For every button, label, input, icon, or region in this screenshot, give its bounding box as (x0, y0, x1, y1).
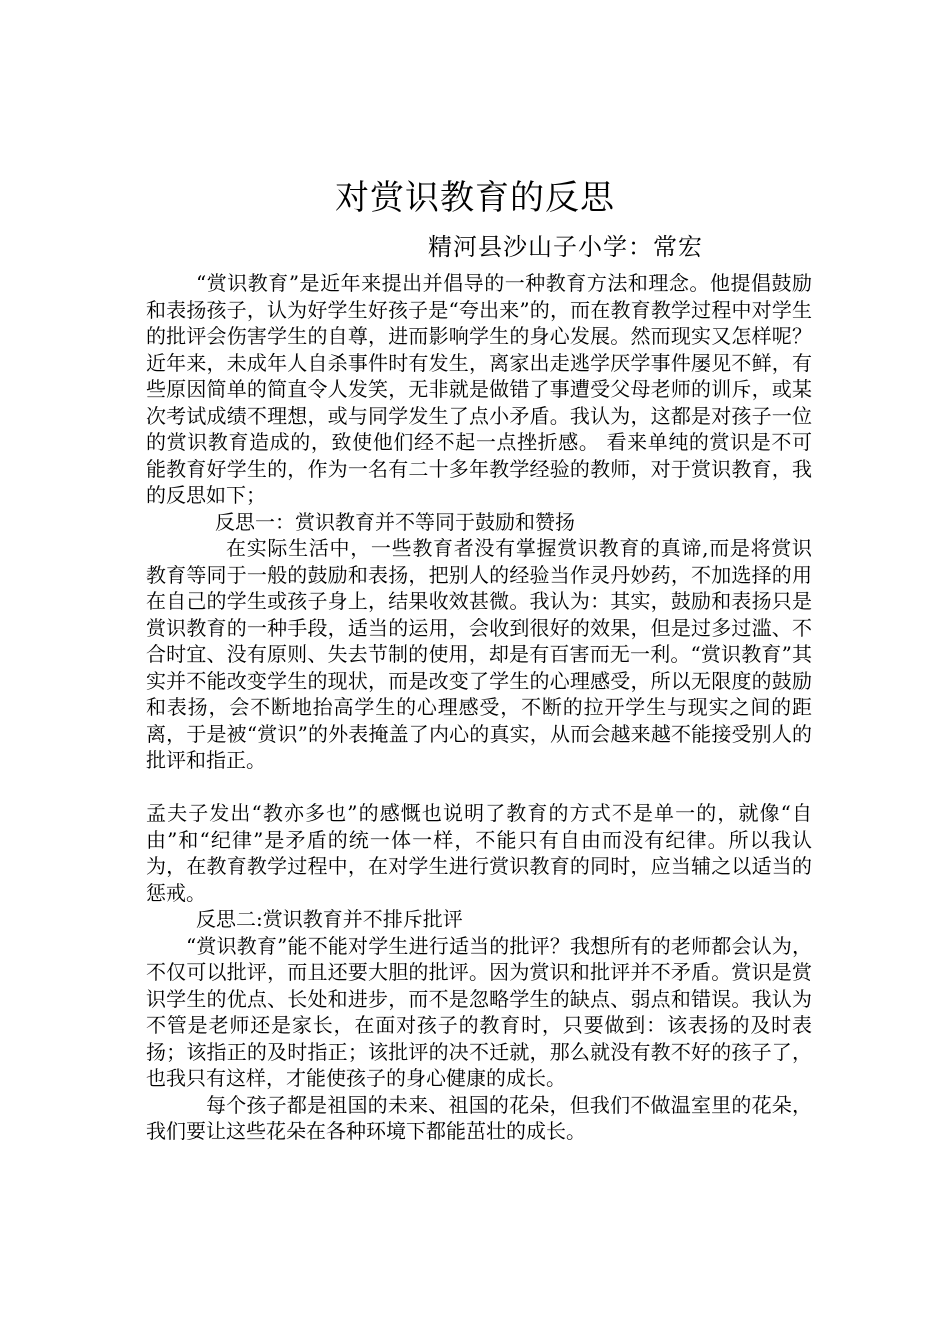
blank-line (146, 774, 812, 801)
paragraph-intro: “赏识教育”是近年来提出并倡导的一种教育方法和理念。他提倡鼓励和表扬孩子，认为好学生好孩子是“夸出来”的，而在教育教学过程中对学生的批评会伤害学生的自尊，进而影响学生的身心发展。然而现实又怎样呢？近年来，未成年人自杀事件时有发生，离家出走逃学厌学事件屡见不鲜，有些原因简单的简直令人发笑，无非就是做错了事遭受父母老师的训斥，或某次考试成绩不理想，或与同学发生了点小矛盾。我认为，这都是对孩子一位的赏识教育造成的，致使他们经不起一点挫折感。 看来单纯的赏识是不可能教育好学生的，作为一名有二十多年教学经验的教师，对于赏识教育，我的反思如下； (146, 271, 812, 507)
paragraph-reflection-two: “赏识教育”能不能对学生进行适当的批评？我想所有的老师都会认为，不仅可以批评，而且还要大胆的批评。因为赏识和批评并不矛盾。赏识是赏识学生的优点、长处和进步，而不是忽略学生的缺点、弱点和错误。我认为不管是老师还是家长，在面对孩子的教育时，只要做到：该表扬的及时表扬；该指正的及时指正；该批评的决不迁就，那么就没有教不好的孩子了，也我只有这样，才能使孩子的身心健康的成长。 (146, 933, 812, 1090)
paragraph-reflection-one: 在实际生活中，一些教育者没有掌握赏识教育的真谛,而是将赏识教育等同于一般的鼓励和表扬，把别人的经验当作灵丹妙药，不加选择的用在自己的学生或孩子身上，结果收效甚微。我认为：其实，鼓励和表扬只是赏识教育的一种手段，适当的运用，会收到很好的效果，但是过多过滥、不合时宜、没有原则、失去节制的使用，却是有百害而无一利。“赏识教育”其实并不能改变学生的现状，而是改变了学生的心理感受，所以无限度的鼓励和表扬，会不断地抬高学生的心理感受，不断的拉开学生与现实之间的距离，于是被“赏识”的外表掩盖了内心的真实，从而会越来越不能接受别人的批评和指正。 (146, 536, 812, 772)
document-body (146, 270, 812, 1145)
heading-reflection-two: 反思二:赏识教育并不排斥批评 (196, 907, 463, 931)
document-author: 精河县沙山子小学：常宏 (428, 233, 703, 261)
paragraph-mencius: 孟夫子发出“教亦多也”的感慨也说明了教育的方式不是单一的，就像“自由”和“纪律”是矛盾的统一体一样，不能只有自由而没有纪律。所以我认为，在教育教学过程中，在对学生进行赏识教育的同时，应当辅之以适当的惩戒。 (146, 801, 812, 905)
paragraph-closing: 每个孩子都是祖国的未来、祖国的花朵，但我们不做温室里的花朵，我们要让这些花朵在各种环境下都能茁壮的成长。 (146, 1092, 812, 1143)
document-title: 对赏识教育的反思 (335, 178, 615, 218)
heading-reflection-one: 反思一：赏识教育并不等同于鼓励和赞扬 (215, 509, 575, 534)
